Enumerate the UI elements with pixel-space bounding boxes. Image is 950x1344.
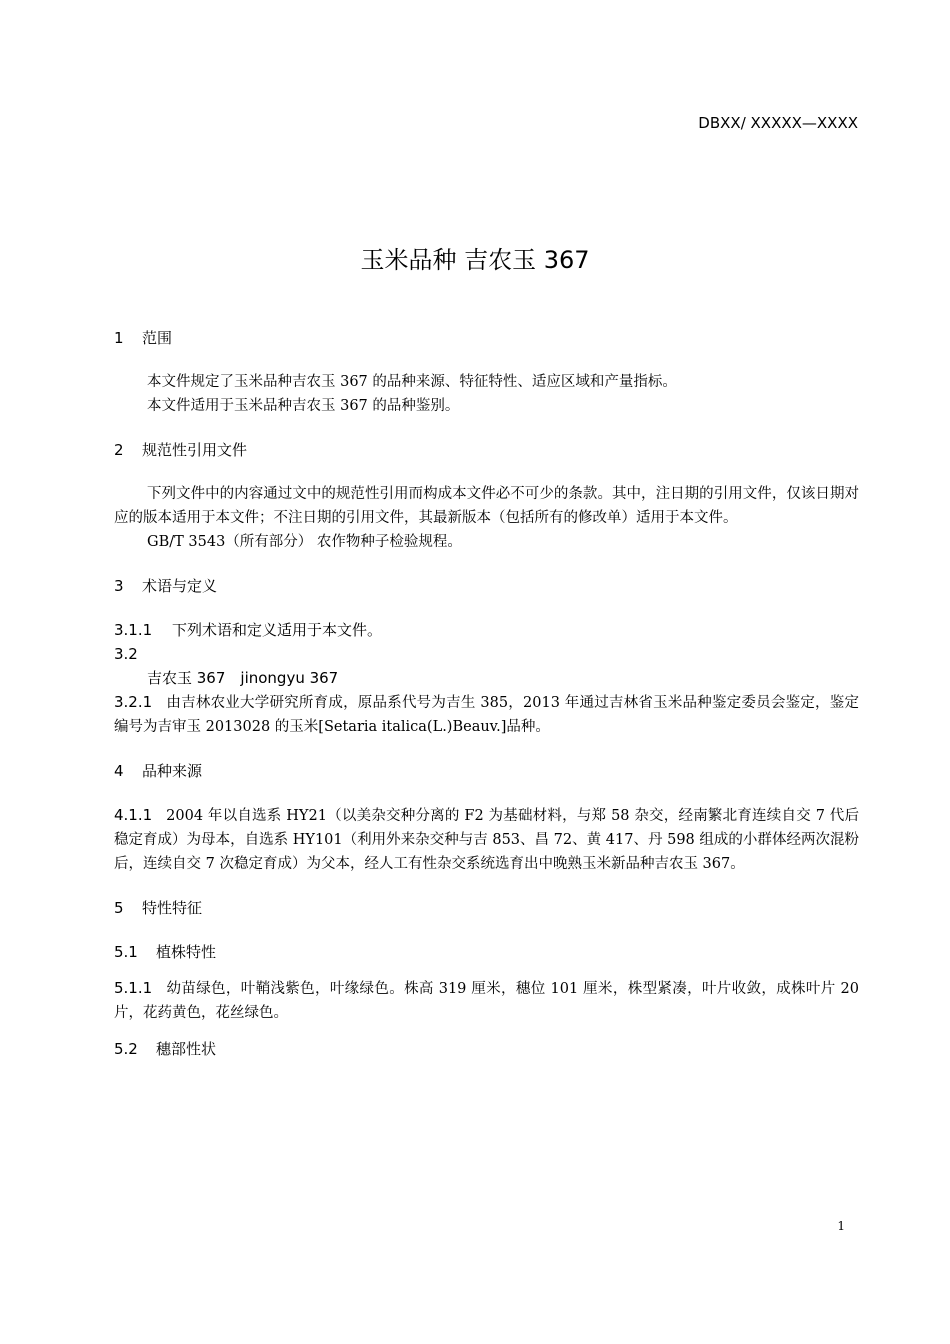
clause-text: 2004 年以自选系 HY21（以美杂交种分离的 F2 为基础材料，与郑 58 杂交，经南繁北育连续自交 7 代后稳定育成）为母本，自选系 HY101（利用外来杂交种与吉 853、昌 72、黄 417、丹 598 组成的小群体经两次混粉后，连续自交 7 次稳定育成）为父本，经人工有性杂交系统选育出中晚熟玉米新品种吉农玉 367。 [114, 808, 859, 872]
paragraph: GB/T 3543（所有部分） 农作物种子检验规程。 [147, 534, 462, 550]
clause-4-1-1 [114, 803, 859, 876]
document-title: 玉米品种 吉农玉 367 [360, 246, 590, 274]
section-title: 品种来源 [142, 762, 203, 780]
clause-number: 3.2.1 [114, 693, 153, 711]
section-number: 3 [114, 577, 124, 595]
section-4-heading [114, 759, 859, 783]
section-number: 1 [114, 329, 124, 347]
clause-3-2 [114, 642, 859, 666]
paragraph: 下列文件中的内容通过文中的规范性引用而构成本文件必不可少的条款。其中，注日期的引用文件，仅该日期对应的版本适用于本文件；不注日期的引用文件，其最新版本（包括所有的修改单）适用于本文件。 [114, 486, 859, 526]
clause-number: 4.1.1 [114, 806, 153, 824]
section-number: 2 [114, 441, 124, 459]
clause-text: 幼苗绿色，叶鞘浅紫色，叶缘绿色。株高 319 厘米，穗位 101 厘米，株型紧凑，叶片收敛，成株叶片 20 片，花药黄色，花丝绿色。 [114, 981, 859, 1021]
clause-title: 穗部性状 [156, 1040, 217, 1058]
paragraph: 本文件适用于玉米品种吉农玉 367 的品种鉴别。 [147, 398, 460, 414]
section-5-heading [114, 896, 859, 920]
clause-title: 植株特性 [156, 943, 217, 961]
section-title: 特性特征 [142, 899, 203, 917]
clause-3-2-1 [114, 690, 859, 739]
document-code: DBXX/ XXXXX—XXXX [698, 114, 858, 132]
clause-number: 3.2 [114, 645, 138, 663]
section-number: 4 [114, 762, 124, 780]
clause-number: 5.1 [114, 943, 138, 961]
section-1-heading [114, 326, 859, 350]
clause-3-1-1 [114, 618, 859, 642]
document-body [114, 326, 859, 1061]
clause-number: 5.1.1 [114, 979, 153, 997]
clause-text: 由吉林农业大学研究所育成，原品系代号为吉生 385，2013 年通过吉林省玉米品种鉴定委员会鉴定，鉴定编号为吉审玉 2013028 的玉米[Setaria italica(L.)Beauv.]品种。 [114, 695, 859, 735]
clause-5-1-1 [114, 976, 859, 1025]
section-title: 规范性引用文件 [142, 441, 248, 459]
term-name: 吉农玉 367 jinongyu 367 [147, 669, 339, 687]
page-number: 1 [837, 1219, 845, 1233]
section-title: 术语与定义 [142, 577, 218, 595]
section-number: 5 [114, 899, 124, 917]
section-2-heading [114, 438, 859, 462]
clause-number: 3.1.1 [114, 621, 153, 639]
section-3-heading [114, 574, 859, 598]
paragraph: 本文件规定了玉米品种吉农玉 367 的品种来源、特征特性、适应区域和产量指标。 [147, 374, 677, 390]
clause-text: 下列术语和定义适用于本文件。 [172, 621, 383, 639]
clause-5-2 [114, 1037, 859, 1061]
clause-5-1 [114, 940, 859, 964]
clause-number: 5.2 [114, 1040, 138, 1058]
section-title: 范围 [142, 329, 173, 347]
